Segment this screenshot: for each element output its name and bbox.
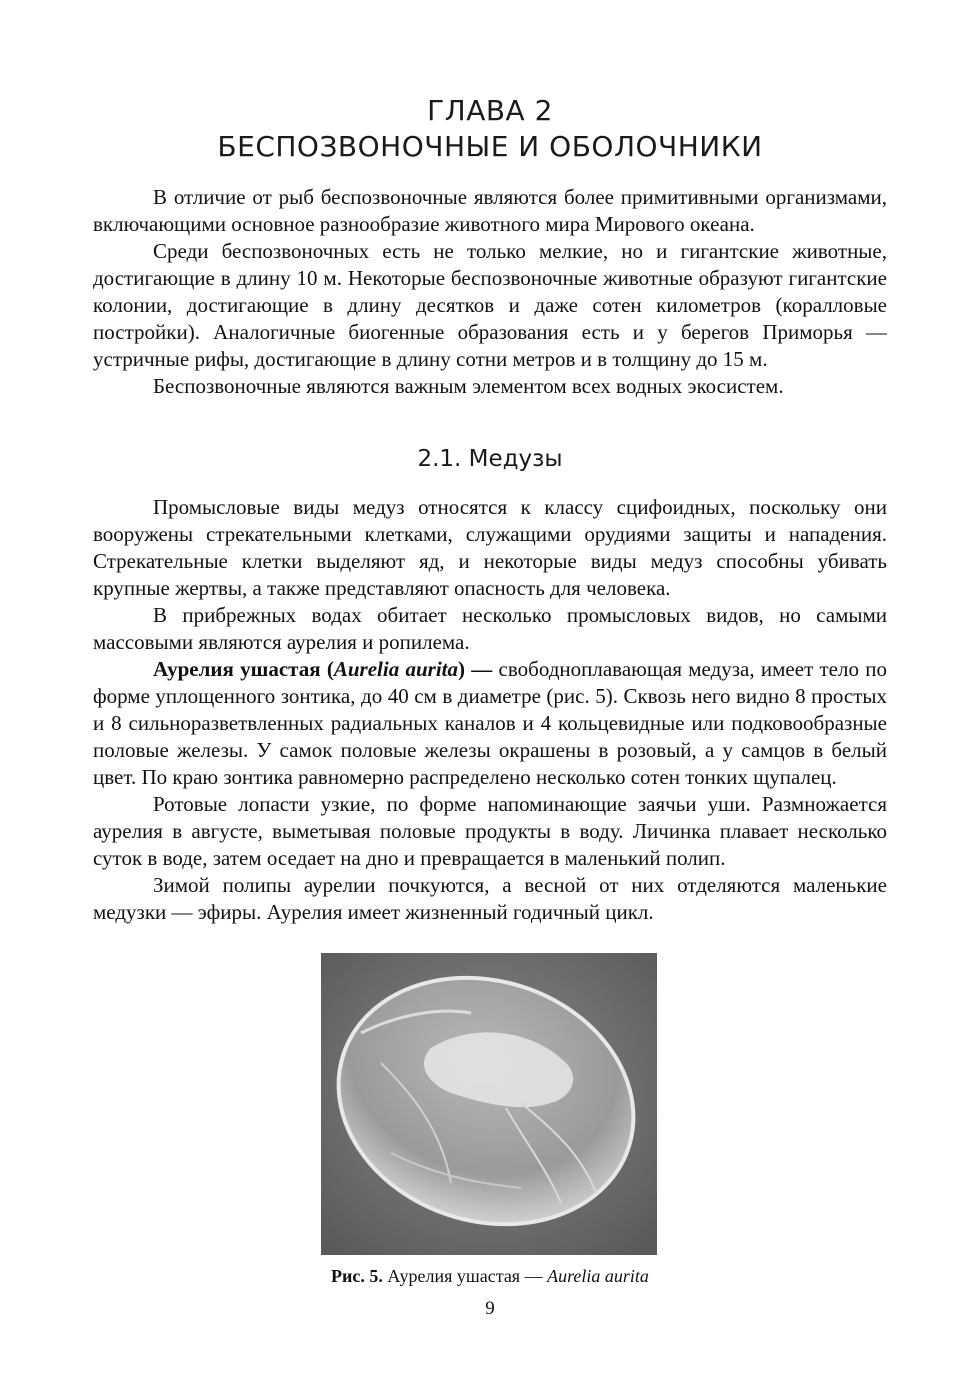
paragraph: Ротовые лопасти узкие, по форме напоминающие заячьи уши. Размножается аурелия в августе, выметывая половые продукты в воду. Личинка плавает несколько суток в воде, затем оседает на дно и превращается в маленький полип.	[93, 792, 887, 870]
species-description: свободноплавающая медуза, имеет тело по форме уплощенного зонтика, до 40 см в диаметре (рис. 5). Сквозь него видно 8 простых и 8 сильноразветвленных радиальных каналов и 4 кольцевидные или подковообразные половые железы. У самок половые железы окрашены в розовый, а у самцов в белый цвет. По краю зонтика равномерно распределено несколько сотен тонких щупалец.	[93, 657, 887, 789]
paragraph: Промысловые виды медуз относятся к классу сцифоидных, поскольку они вооружены стрекательными клетками, служащими орудиями защиты и нападения. Стрекательные клетки выделяют яд, и некоторые виды медуз способны убивать крупные жертвы, а также представляют опасность для человека.	[93, 495, 887, 600]
jellyfish-photo	[321, 953, 657, 1255]
aurelia-paragraph	[93, 656, 887, 791]
page-number: 9	[485, 1298, 495, 1319]
paragraph: Зимой полипы аурелии почкуются, а весной от них отделяются маленькие медузки — эфиры. Аурелия имеет жизненный годичный цикл.	[93, 873, 887, 924]
paragraph: В отличие от рыб беспозвоночные являются более примитивными организмами, включающими основное разнообразие животного мира Мирового океана.	[93, 185, 887, 236]
figure-caption: Рис. 5. Аурелия ушастая — Aurelia aurita	[331, 1266, 649, 1286]
chapter-title: БЕСПОЗВОНОЧНЫЕ И ОБОЛОЧНИКИ	[217, 130, 763, 163]
paragraph: Беспозвоночные являются важным элементом всех водных экосистем.	[153, 374, 784, 398]
paragraph: Среди беспозвоночных есть не только мелкие, но и гигантские животные, достигающие в длину 10 м. Некоторые беспозвоночные животные образуют гигантские колонии, достигающие в длину десятков и даже сотен километров (коралловые постройки). Аналогичные биогенные образования есть и у берегов Приморья — устричные рифы, достигающие в длину сотни метров и в толщину до 15 м.	[93, 239, 887, 371]
paragraph: В прибрежных водах обитает несколько промысловых видов, но самыми массовыми являются аурелия и ропилема.	[93, 603, 887, 654]
species-name: Аурелия ушастая (Aurelia aurita) —	[153, 657, 493, 681]
section-text	[93, 494, 887, 926]
chapter-label: ГЛАВА 2	[427, 94, 553, 127]
intro-text	[93, 184, 887, 400]
section-title: 2.1. Медузы	[417, 446, 563, 472]
